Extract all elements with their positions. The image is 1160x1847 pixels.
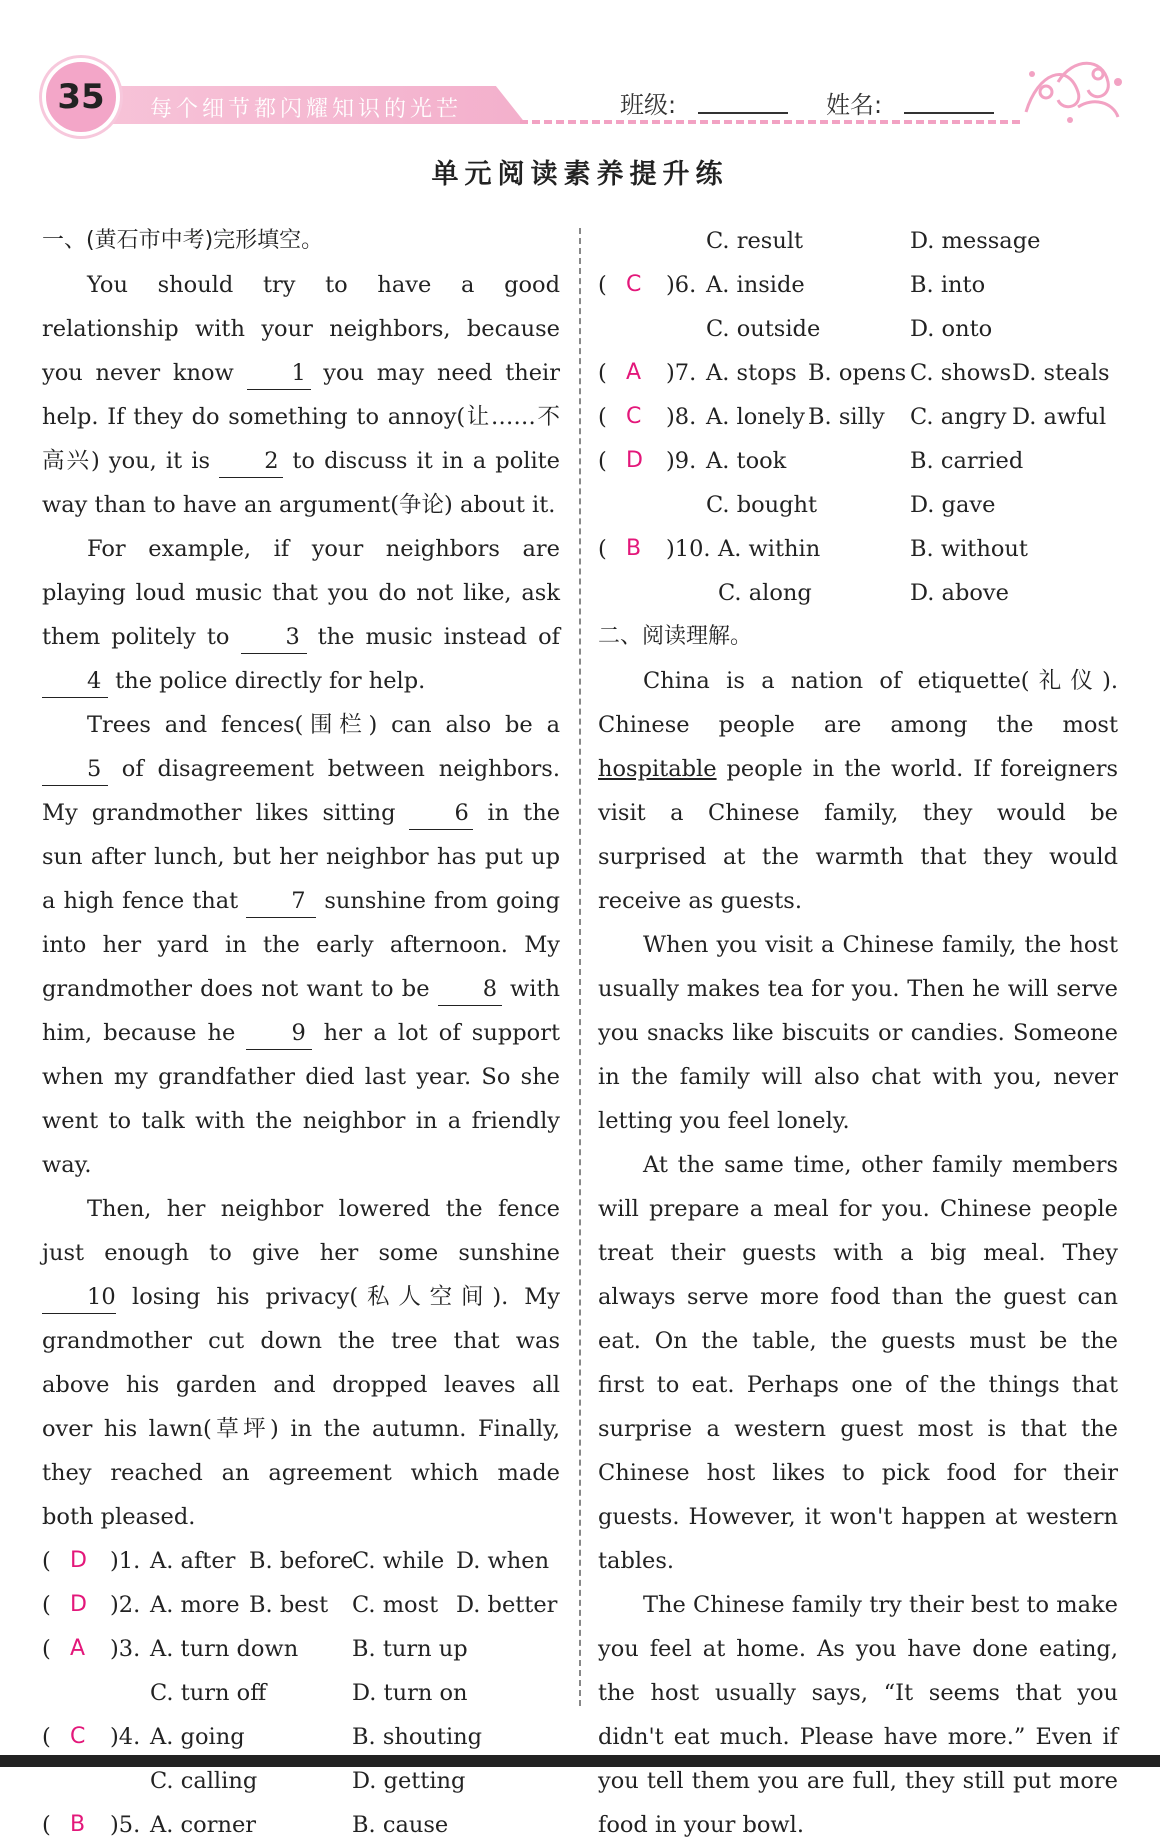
question-number: )9. — [666, 448, 697, 474]
question-list-left — [42, 1539, 560, 1847]
question-6-continued — [598, 307, 1118, 351]
blank-2[interactable]: 2 — [219, 445, 283, 478]
option-a[interactable]: A. stops — [706, 360, 797, 386]
question-5: ( B )5. A. corner B. cause — [42, 1803, 560, 1847]
reading-paragraph-3: At the same time, other family members will prepare a meal for you. Chinese people treat their guests with a big meal. They always serve more food than the guest can eat. On the table, the guests must be the first to eat. Perhaps one of the things that surprise a western guest most is that the Chinese host likes to pick food for their guests. However, it won't happen at western tables. — [598, 1152, 1118, 1574]
reading-paragraph-1 — [598, 659, 1118, 923]
paragraph-text: you may need their help. If they do something to annoy(让……不高兴) you, it is — [42, 360, 561, 474]
question-10: ( B )10. A. within B. without — [598, 527, 1118, 571]
option-a[interactable]: A. after — [150, 1548, 236, 1574]
blank-4[interactable]: 4 — [42, 665, 108, 698]
question-9-continued — [598, 483, 1118, 527]
option-c[interactable]: C. while — [352, 1548, 445, 1574]
cloze-paragraph-2 — [42, 527, 560, 703]
paragraph-text: losing his privacy(私人空间). My grandmother cut down the tree that was above his garden and dropped leaves all over his lawn(草坪) in the autumn. Finally, they reached an agreement which made both pleased. — [42, 1284, 561, 1530]
paragraph-text: You should try to have a good relationship with your neighbors, because you never know — [42, 272, 560, 386]
question-number: )3. — [110, 1636, 141, 1662]
option-d[interactable]: D. above — [910, 580, 1009, 606]
option-b[interactable]: B. cause — [352, 1812, 449, 1838]
paragraph-text: the police directly for help. — [115, 668, 426, 694]
bottom-bar — [0, 1755, 1160, 1767]
option-c[interactable]: C. most — [352, 1592, 439, 1618]
option-c[interactable]: C. outside — [706, 316, 821, 342]
paragraph-text: Then, her neighbor lowered the fence just enough to give her some sunshine — [42, 1196, 560, 1266]
underlined-word: hospitable — [598, 756, 717, 782]
paragraph-text: For example, if your neighbors are playing loud music that you do not like, ask them politely to — [42, 536, 560, 650]
question-6: ( C )6. A. inside B. into — [598, 263, 1118, 307]
blank-7[interactable]: 7 — [246, 885, 316, 918]
left-column — [42, 219, 560, 1847]
option-b[interactable]: B. before — [249, 1548, 354, 1574]
option-d[interactable]: D. turn on — [352, 1680, 468, 1706]
answer-5[interactable]: B — [70, 1812, 86, 1837]
option-b[interactable]: B. without — [910, 536, 1028, 562]
answer-1[interactable]: D — [70, 1548, 87, 1573]
answer-3[interactable]: A — [70, 1636, 86, 1661]
question-9: ( D )9. A. took B. carried — [598, 439, 1118, 483]
answer-2[interactable]: D — [70, 1592, 87, 1617]
option-a[interactable]: A. going — [150, 1724, 245, 1750]
option-a[interactable]: A. lonely — [706, 404, 806, 430]
blank-3[interactable]: 3 — [241, 621, 307, 654]
question-number: )5. — [110, 1812, 141, 1838]
name-label: 姓名: — [826, 91, 883, 119]
class-field[interactable] — [698, 112, 788, 114]
question-5-continued — [598, 219, 1118, 263]
paragraph-text: of disagreement between neighbors. My grandmother likes sitting — [42, 756, 560, 826]
question-number: )10. — [666, 536, 711, 562]
name-field[interactable] — [904, 112, 994, 114]
paragraph-text: the music instead of — [317, 624, 560, 650]
option-c[interactable]: C. along — [718, 580, 812, 606]
option-d[interactable]: D. steals — [1012, 360, 1110, 386]
option-b[interactable]: B. carried — [910, 448, 1024, 474]
blank-5[interactable]: 5 — [42, 753, 108, 786]
option-a[interactable]: A. within — [718, 536, 821, 562]
paragraph-text: to discuss it in a polite way than to have an argument(争论) about it. — [42, 448, 560, 518]
option-c[interactable]: C. shows — [910, 360, 1012, 386]
right-column — [598, 219, 1118, 1847]
page-title: 单元阅读素养提升练 — [431, 159, 729, 190]
question-3: ( A )3. A. turn down B. turn up — [42, 1627, 560, 1671]
option-d[interactable]: D. getting — [352, 1768, 466, 1794]
option-d[interactable]: D. message — [910, 228, 1041, 254]
option-a[interactable]: A. corner — [150, 1812, 257, 1838]
reading-paragraph-2: When you visit a Chinese family, the host usually makes tea for you. Then he will serve you snacks like biscuits or candies. Someone in the family will also chat with you, never letting you feel lonely. — [598, 932, 1118, 1134]
option-b[interactable]: B. shouting — [352, 1724, 483, 1750]
page-number-badge: 35 — [42, 58, 120, 136]
answer-7[interactable]: A — [626, 360, 642, 385]
option-c[interactable]: C. result — [706, 228, 804, 254]
option-a[interactable]: A. inside — [706, 272, 805, 298]
question-10-continued — [598, 571, 1118, 615]
slogan-text: 每个细节都闪耀知识的光芒 — [150, 97, 463, 122]
option-c[interactable]: C. calling — [150, 1768, 258, 1794]
header-dashed-line — [520, 120, 1020, 124]
option-d[interactable]: D. awful — [1012, 404, 1107, 430]
paragraph-text: China is a nation of etiquette(礼仪). Chinese people are among the most — [598, 668, 1118, 738]
paragraph-text: Trees and fences(围栏) can also be a — [87, 712, 560, 738]
option-c[interactable]: C. angry — [910, 404, 1007, 430]
blank-10[interactable]: 10 — [42, 1281, 116, 1314]
question-8: ( C )8. A. lonely B. silly C. angry D. awful — [598, 395, 1118, 439]
answer-6[interactable]: C — [626, 272, 642, 297]
option-b[interactable]: B. turn up — [352, 1636, 468, 1662]
floral-decoration-icon — [1018, 52, 1128, 128]
question-7: ( A )7. A. stops B. opens C. shows D. steals — [598, 351, 1118, 395]
paragraph-text: sunshine from going into her yard in the early afternoon. My grandmother does not want to be — [42, 888, 561, 1002]
question-number: )1. — [110, 1548, 141, 1574]
question-number: )4. — [110, 1724, 141, 1750]
question-2: ( D )2. A. more B. best C. most D. better — [42, 1583, 560, 1627]
class-label: 班级: — [620, 91, 677, 119]
option-b[interactable]: B. into — [910, 272, 986, 298]
question-4: ( C )4. A. going B. shouting — [42, 1715, 560, 1759]
question-1: ( D )1. A. after B. before C. while D. when — [42, 1539, 560, 1583]
option-a[interactable]: A. turn down — [150, 1636, 299, 1662]
blank-9[interactable]: 9 — [246, 1017, 312, 1050]
option-c[interactable]: C. turn off — [150, 1680, 267, 1706]
option-b[interactable]: B. silly — [808, 404, 885, 430]
blank-8[interactable]: 8 — [438, 973, 502, 1006]
option-b[interactable]: B. best — [249, 1592, 329, 1618]
paragraph-text: people in the world. If foreigners visit a Chinese family, they would be surprised at the warmth that they would receive as guests. — [598, 756, 1119, 914]
blank-1[interactable]: 1 — [247, 357, 311, 390]
answer-4[interactable]: C — [70, 1724, 86, 1749]
answer-9[interactable]: D — [626, 448, 643, 473]
option-d[interactable]: D. better — [456, 1592, 558, 1618]
answer-8[interactable]: C — [626, 404, 642, 429]
option-a[interactable]: A. more — [150, 1592, 240, 1618]
cloze-heading: 一、(黄石市中考)完形填空。 — [42, 228, 324, 253]
question-number: )2. — [110, 1592, 141, 1618]
paragraph-text: her a lot of support when my grandfather died last year. So she went to talk with the neighbor in a friendly way. — [42, 1020, 560, 1178]
option-d[interactable]: D. gave — [910, 492, 996, 518]
reading-heading: 二、阅读理解。 — [598, 624, 753, 649]
paragraph-text: with him, because he — [42, 976, 560, 1046]
question-list-right — [598, 219, 1118, 615]
paragraph-text: in the sun after lunch, but her neighbor has put up a high fence that — [42, 800, 561, 914]
question-3-continued — [42, 1671, 560, 1715]
option-d[interactable]: D. when — [456, 1548, 550, 1574]
question-number: )7. — [666, 360, 697, 386]
page-header — [0, 0, 1160, 140]
blank-6[interactable]: 6 — [409, 797, 473, 830]
option-c[interactable]: C. bought — [706, 492, 818, 518]
option-a[interactable]: A. took — [706, 448, 787, 474]
reading-paragraph-4: The Chinese family try their best to make you feel at home. As you have done eating, the host usually says, “It seems that you didn't eat much. Please have more.” Even if you tell them you are full, they still put more food in your bowl. — [598, 1592, 1118, 1838]
cloze-paragraph-3 — [42, 703, 560, 1187]
cloze-paragraph-4 — [42, 1187, 560, 1539]
question-number: )8. — [666, 404, 697, 430]
cloze-paragraph-1 — [42, 263, 560, 527]
option-b[interactable]: B. opens — [808, 360, 907, 386]
answer-10[interactable]: B — [626, 536, 642, 561]
question-number: )6. — [666, 272, 697, 298]
option-d[interactable]: D. onto — [910, 316, 993, 342]
column-divider — [579, 228, 581, 1706]
